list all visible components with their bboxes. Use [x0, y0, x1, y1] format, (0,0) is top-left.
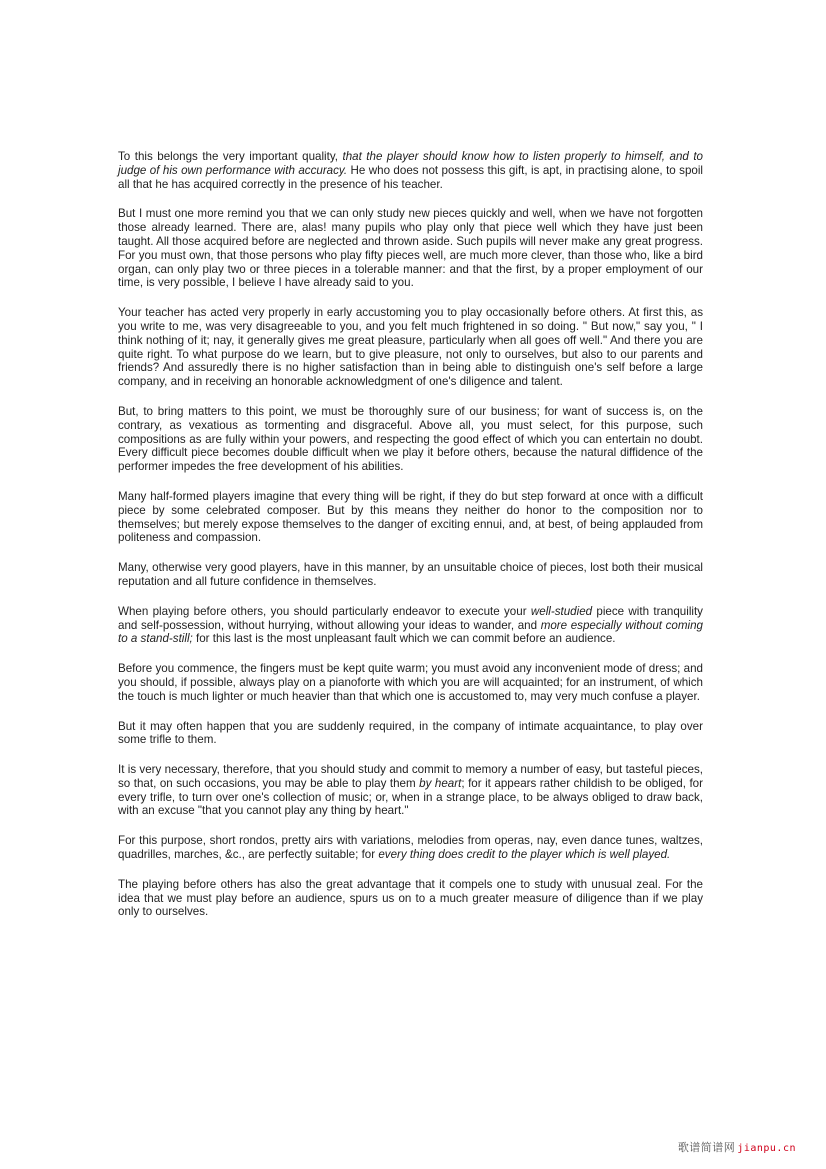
text-segment: But I must one more remind you that we can only study new pieces quickly and well, when we have not forgotten those already learned. There are, alas! many pupils who play only that piece well which they have just been taught. All those acquired before are neglected and thrown aside. Such pupils will never make any great progress. For you must own, that those persons who play fifty pieces well, are much more clever, than those who, like a bird organ, can only play two or three pieces in a tolerable manner: and that the first, by a proper employment of our time, is very possible, I believe I have already said to you.	[118, 207, 703, 290]
italic-text-segment: well-studied	[530, 604, 593, 618]
text-segment: When playing before others, you should particularly endeavor to execute your	[118, 604, 531, 618]
text-segment: Your teacher has acted very properly in early accustoming you to play occasionally before others. At first this, as you write to me, was very disagreeable to you, and you felt much frightened in so doing. " But now," say you, " I think nothing of it; nay, it generally gives me great pleasure, particularly when all goes off well." And there you are quite right. To what purpose do we learn, but to give pleasure, not only to ourselves, but also to our parents and friends? And assuredly there is no higher satisfaction than in being able to distinguish one's self before a large company, and in receiving an honorable acknowledgment of one's diligence and talent.	[118, 306, 703, 389]
text-segment: But it may often happen that you are suddenly required, in the company of intimate acquaintance, to play over some trifle to them.	[118, 719, 703, 747]
paragraph	[118, 306, 703, 389]
text-segment: To this belongs the very important quality,	[118, 150, 343, 163]
paragraph	[118, 834, 703, 862]
text-segment: Many, otherwise very good players, have in this manner, by an unsuitable choice of pieces, lost both their musical reputation and all future confidence in themselves.	[118, 561, 703, 588]
paragraph	[118, 207, 703, 290]
text-segment: Before you commence, the fingers must be kept quite warm; you must avoid any inconvenient mode of dress; and you should, if possible, always play on a pianoforte with which you are will acquainted; for an instrument, of which the touch is much lighter or much heavier than that which one is accustomed to, may very much confuse a player.	[118, 662, 703, 703]
paragraph	[118, 763, 703, 818]
text-segment: But, to bring matters to this point, we must be thoroughly sure of our business; for want of success is, on the contrary, as vexatious as tormenting and disgraceful. Above all, you must select, for this purpose, such compositions as are fully within your powers, and respecting the good effect of which you can entertain no doubt. Every difficult piece becomes double difficult when we play it before others, because the natural diffidence of the performer impedes the free development of his abilities.	[118, 404, 703, 474]
watermark-url: jianpu.cn	[737, 1143, 796, 1154]
paragraph	[118, 561, 703, 589]
paragraph	[118, 490, 703, 545]
watermark-site-name: 歌谱简谱网	[677, 1141, 736, 1154]
text-segment: ; for it appears rather childish to be obliged, for every trifle, to turn over one's collection of music; or, when in a strange place, to be always obliged to draw back, with an excuse "that you cannot play any thing by heart."	[118, 776, 703, 818]
paragraph	[118, 605, 703, 646]
text-segment: for this last is the most unpleasant fault which we can commit before an audience.	[192, 632, 616, 646]
paragraph	[118, 405, 703, 474]
text-segment: The playing before others has also the great advantage that it compels one to study with unusual zeal. For the idea that we must play before an audience, spurs us on to a much greater measure of diligence than if we play only to ourselves.	[118, 877, 703, 919]
document-body	[118, 150, 703, 935]
text-segment: Many half-formed players imagine that every thing will be right, if they do but step forward at once with a difficult piece by some celebrated composer. But by this means they neither do honor to the composition nor to themselves; but merely expose themselves to the danger of exciting ennui, and, at best, of being applauded from politeness and compassion.	[118, 489, 703, 545]
text-segment: He who does not possess this gift, is apt, in practising alone, to spoil all that he has acquired correctly in the presence of his teacher.	[118, 163, 703, 191]
italic-text-segment: by heart	[419, 776, 462, 790]
paragraph	[118, 720, 703, 748]
italic-text-segment: that the player should know how to listen properly to himself, and to judge of his own performance with accuracy.	[118, 150, 703, 177]
italic-text-segment: more especially without coming to a stand-still;	[118, 618, 703, 646]
text-segment: For this purpose, short rondos, pretty airs with variations, melodies from operas, nay, even dance tunes, waltzes, quadrilles, marches, &c., are perfectly suitable; for	[118, 834, 703, 862]
text-segment: piece with tranquility and self-possession, without hurrying, without allowing your ideas to wander, and	[118, 604, 703, 632]
italic-text-segment: every thing does credit to the player which is well played.	[378, 848, 671, 862]
paragraph	[118, 150, 703, 191]
text-segment: It is very necessary, therefore, that you should study and commit to memory a number of easy, but tasteful pieces, so that, on such occasions, you may be able to play them	[118, 763, 703, 790]
paragraph	[118, 878, 703, 919]
site-watermark	[678, 1139, 796, 1155]
paragraph	[118, 662, 703, 703]
